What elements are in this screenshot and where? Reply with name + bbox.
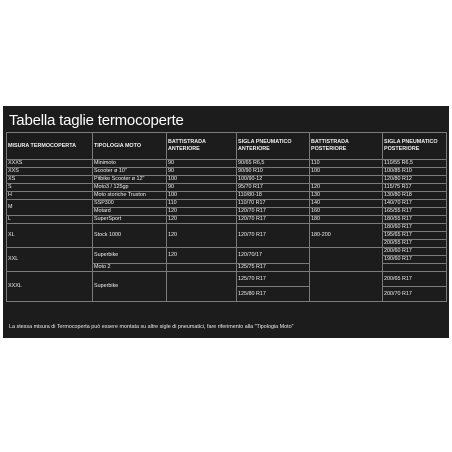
header-cell: SIGLA PNEUMATICO POSTERIORE [383,133,447,160]
rear-tread-cell: 180 [310,216,383,224]
footnote: La stessa misura di Termocoperta può essere montata su altre sigle di pneumatici, fare riferimento alla "Tipologia Moto" [9,324,294,330]
table-row [7,216,447,224]
table-row [7,200,447,208]
rear-tyre-cell: 115/75 R17 [383,184,447,192]
moto-cell: Superbike [93,272,167,302]
moto-cell: Scooter ø 10" [93,168,167,176]
header-cell: BATTISTRADA ANTERIORE [167,133,237,160]
front-tyre-cell: 120/70 R17 [237,224,310,248]
rear-tread-cell: 180-200 [310,224,383,248]
size-cell: S [7,184,93,192]
front-tread-cell: 120 [167,216,237,224]
table-row [7,168,447,176]
moto-cell: Superbike [93,248,167,264]
header-cell: SIGLA PNEUMATICO ANTERIORE [237,133,310,160]
front-tyre-cell: 100/90-12 [237,176,310,184]
rear-tyre-cell: 200/55 R17 [383,240,447,248]
moto-cell: Stock 1000 [93,224,167,248]
front-tread-cell: 90 [167,168,237,176]
moto-cell: Moto storiche Truxton [93,192,167,200]
rear-tyre-cell: 195/65 R17 [383,232,447,240]
table-row [7,272,447,287]
table-row [7,248,447,256]
rear-tread-cell: 160 [310,208,383,216]
rear-tyre-cell: 140/70 R17 [383,200,447,208]
size-cell: XXXL [7,272,93,302]
front-tyre-cell: 120/70 R17 [237,216,310,224]
size-cell: H [7,192,93,200]
front-tread-cell [167,264,237,272]
front-tyre-cell: 95/70 R17 [237,184,310,192]
rear-tread-cell [310,272,383,302]
rear-tyre-cell: 110/55 R6,5 [383,160,447,168]
size-cell: M [7,200,93,216]
front-tyre-cell: 125/80 R17 [237,287,310,302]
rear-tyre-cell [383,264,447,272]
header-cell: TIPOLOGIA MOTO [93,133,167,160]
rear-tread-cell [310,176,383,184]
moto-cell: Moto 2 [93,264,167,272]
rear-tyre-cell: 120/80 R12 [383,176,447,184]
rear-tyre-cell: 200/65 R17 [383,272,447,287]
size-cell: XXXS [7,160,93,168]
size-cell: L [7,216,93,224]
front-tread-cell [167,272,237,302]
rear-tread-cell: 100 [310,168,383,176]
rear-tyre-cell: 130/80 R18 [383,192,447,200]
moto-cell: Moto3 / 125gp [93,184,167,192]
rear-tread-cell: 130 [310,192,383,200]
header-row [7,133,447,160]
header-cell: MISURA TERMOCOPERTA [7,133,93,160]
front-tyre-cell: 110/80-18 [237,192,310,200]
header-cell: BATTISTRADA POSTERIORE [310,133,383,160]
moto-cell: Motard [93,208,167,216]
front-tyre-cell: 125/75 R17 [237,264,310,272]
front-tyre-cell: 90/90 R10 [237,168,310,176]
size-cell: XXS [7,168,93,176]
table-row [7,192,447,200]
table-row [7,224,447,232]
chart-title: Tabella taglie termocoperte [9,112,184,129]
rear-tyre-cell: 200/70 R17 [383,287,447,302]
table-row [7,160,447,168]
front-tread-cell: 110 [167,200,237,208]
table-row [7,176,447,184]
front-tread-cell: 100 [167,192,237,200]
moto-cell: SuperSport [93,216,167,224]
front-tread-cell: 90 [167,184,237,192]
moto-cell: SSP300 [93,200,167,208]
front-tread-cell: 90 [167,160,237,168]
moto-cell: Minimoto [93,160,167,168]
rear-tyre-cell: 190/60 R17 [383,256,447,264]
rear-tyre-cell: 100/85 R10 [383,168,447,176]
front-tread-cell: 100 [167,176,237,184]
rear-tyre-cell: 180/60 R17 [383,224,447,232]
front-tread-cell: 120 [167,208,237,216]
rear-tread-cell: 110 [310,160,383,168]
rear-tyre-cell: 180/55 R17 [383,216,447,224]
front-tyre-cell: 90/65 R6,5 [237,160,310,168]
size-cell: XXL [7,248,93,272]
rear-tyre-cell: 200/60 R17 [383,248,447,256]
front-tyre-cell: 120/70 R17 [237,208,310,216]
size-cell: XL [7,224,93,248]
front-tread-cell: 120 [167,248,237,264]
front-tyre-cell: 120/70/17 [237,248,310,264]
front-tread-cell: 120 [167,224,237,248]
front-tyre-cell: 110/70 R17 [237,200,310,208]
rear-tyre-cell: 165/55 R17 [383,208,447,216]
table-row [7,184,447,192]
rear-tread-cell: 120 [310,184,383,192]
size-cell: XS [7,176,93,184]
moto-cell: Pitbike Scooter ø 12" [93,176,167,184]
rear-tread-cell: 140 [310,200,383,208]
front-tyre-cell: 125/70 R17 [237,272,310,287]
rear-tread-cell [310,248,383,272]
size-table [6,132,447,302]
size-chart-panel [3,106,449,338]
